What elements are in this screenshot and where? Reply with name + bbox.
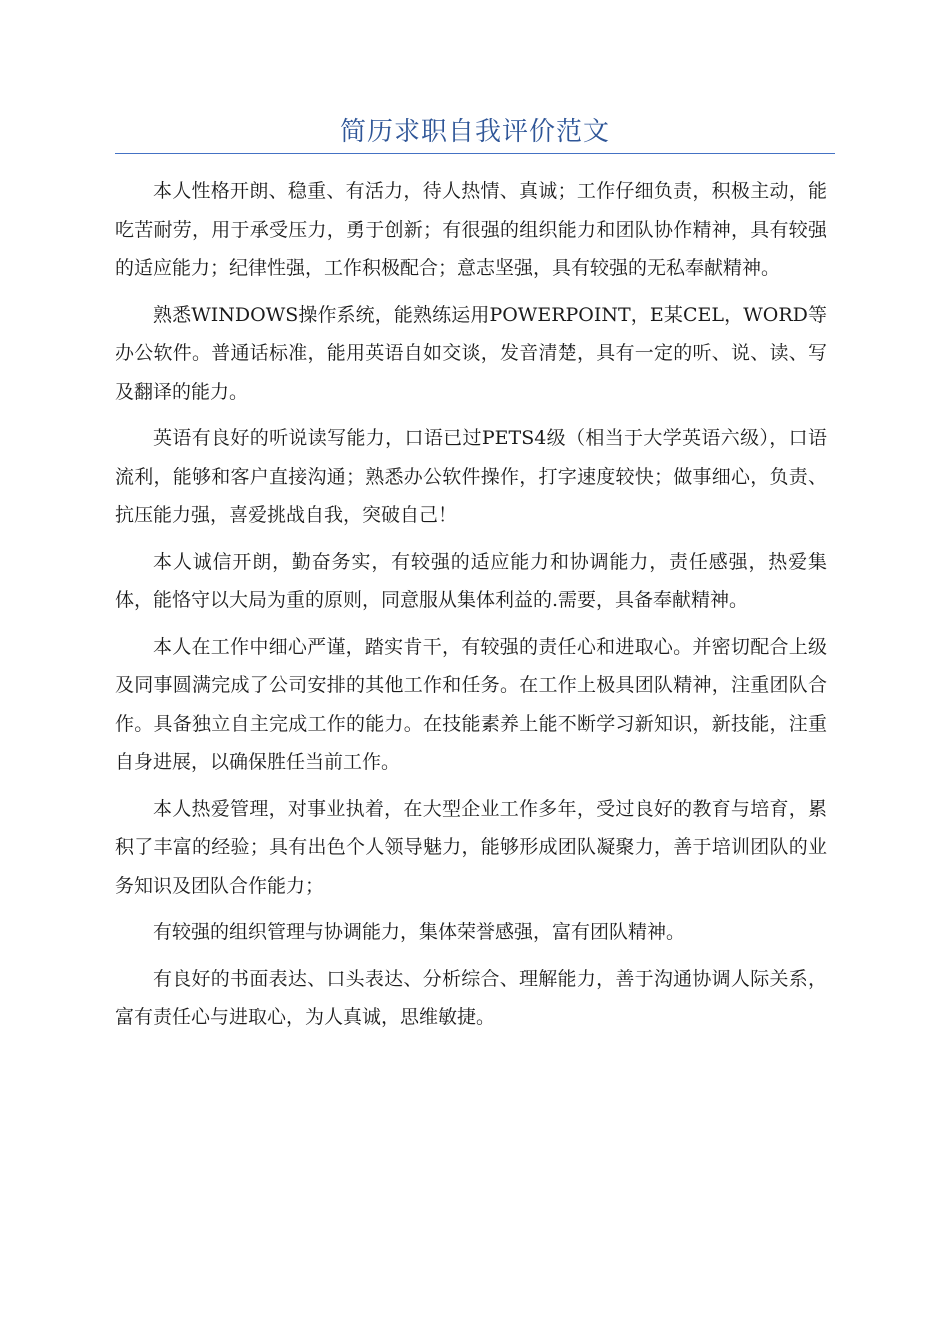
paragraph-8: 有良好的书面表达、口头表达、分析综合、理解能力，善于沟通协调人际关系，富有责任心与进取心，为人真诚，思维敏捷。 bbox=[115, 967, 827, 1028]
paragraph-1: 本人性格开朗、稳重、有活力，待人热情、真诚；工作仔细负责，积极主动，能吃苦耐劳，用于承受压力，勇于创新；有很强的组织能力和团队协作精神，具有较强的适应能力；纪律性强，工作积极配合；意志坚强，具有较强的无私奉献精神。 bbox=[115, 180, 827, 279]
document-body bbox=[115, 172, 827, 1045]
title-underline bbox=[115, 153, 835, 154]
document-title: 简历求职自我评价范文 bbox=[339, 117, 610, 147]
paragraph-3: 英语有良好的听说读写能力，口语已过PETS4级（相当于大学英语六级），口语流利，能够和客户直接沟通；熟悉办公软件操作，打字速度较快；做事细心，负责、抗压能力强，喜爱挑战自我，突破自己！ bbox=[115, 427, 827, 526]
paragraph-5: 本人在工作中细心严谨，踏实肯干，有较强的责任心和进取心。并密切配合上级及同事圆满完成了公司安排的其他工作和任务。在工作上极具团队精神，注重团队合作。具备独立自主完成工作的能力。在技能素养上能不断学习新知识，新技能，注重自身进展，以确保胜任当前工作。 bbox=[115, 635, 827, 773]
paragraph-7: 有较强的组织管理与协调能力，集体荣誉感强，富有团队精神。 bbox=[153, 921, 686, 943]
paragraph-2: 熟悉WINDOWS操作系统，能熟练运用POWERPOINT，E某CEL，WORD等办公软件。普通话标准，能用英语自如交谈，发音清楚，具有一定的听、说、读、写及翻译的能力。 bbox=[115, 303, 827, 403]
paragraph-6: 本人热爱管理，对事业执着，在大型企业工作多年，受过良好的教育与培育，累积了丰富的经验；具有出色个人领导魅力，能够形成团队凝聚力，善于培训团队的业务知识及团队合作能力； bbox=[115, 797, 827, 897]
paragraph-4: 本人诚信开朗，勤奋务实，有较强的适应能力和协调能力，责任感强，热爱集体，能恪守以大局为重的原则，同意服从集体利益的.需要，具备奉献精神。 bbox=[115, 550, 827, 611]
